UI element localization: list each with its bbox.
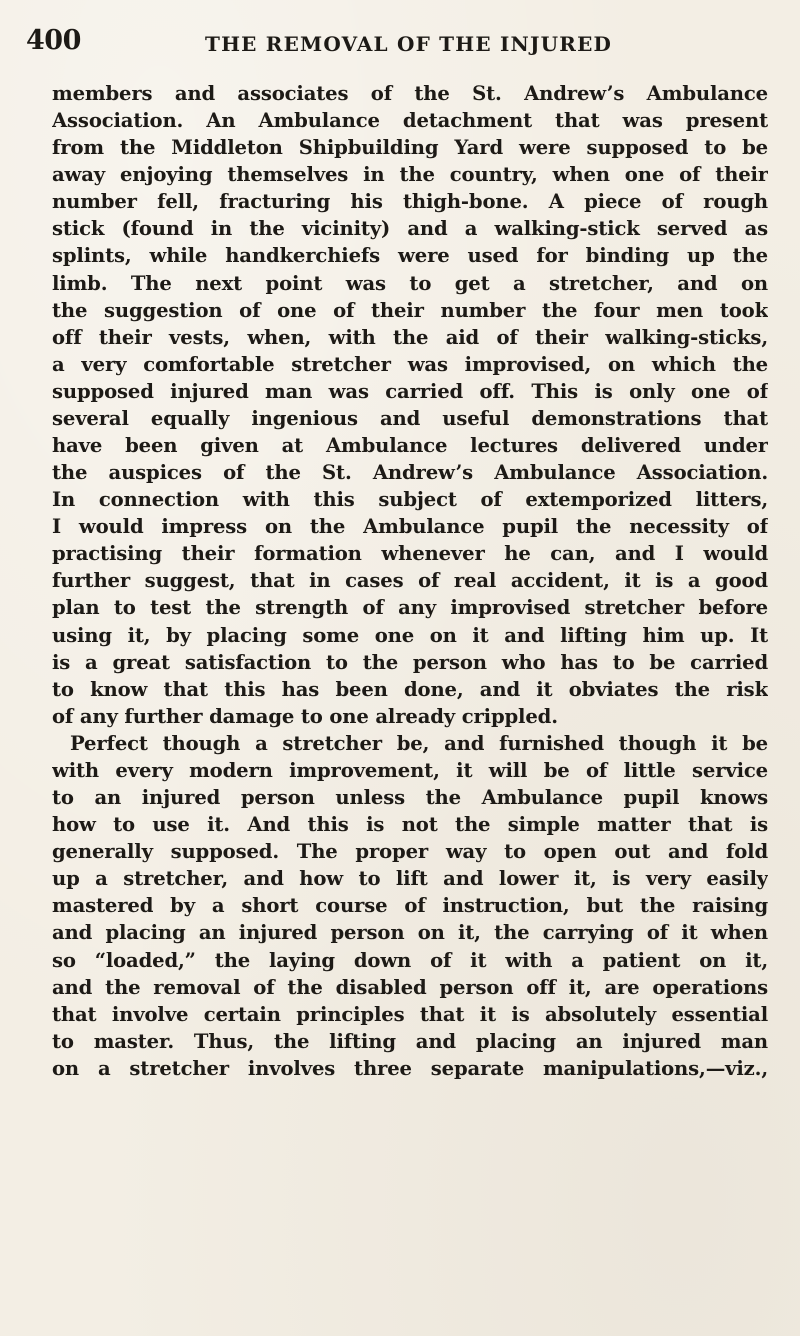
text-line: several equally ingenious and useful demonstrations that: [52, 406, 768, 430]
text-line: members and associates of the St. Andrew’s Ambulance: [52, 82, 768, 105]
text-line: Perfect though a stretcher be, and furnished though it be: [70, 731, 768, 755]
text-line: to know that this has been done, and it obviates the risk: [52, 677, 768, 701]
body-text: [52, 80, 768, 1082]
text-line: splints, while handkerchiefs were used for binding up the: [52, 244, 768, 268]
text-line: practising their formation whenever he can, and I would: [52, 542, 768, 566]
text-line: away enjoying themselves in the country, when one of their: [52, 163, 768, 187]
text-line: the auspices of the St. Andrew’s Ambulance Association.: [52, 461, 768, 485]
text-line: from the Middleton Shipbuilding Yard were supposed to be: [52, 136, 768, 160]
text-line: further suggest, that in cases of real accident, it is a good: [52, 569, 768, 593]
text-line: is a great satisfaction to the person who has to be carried: [52, 650, 768, 674]
page-number: 400: [26, 25, 81, 56]
text-line: In connection with this subject of extemporized litters,: [52, 488, 768, 512]
text-line: with every modern improvement, it will be of little service: [52, 758, 768, 782]
text-line: that involve certain principles that it is absolutely essential: [52, 1002, 768, 1026]
text-line: on a stretcher involves three separate manipulations,—viz.,: [52, 1056, 768, 1080]
text-line: stick (found in the vicinity) and a walking-stick served as: [52, 217, 768, 241]
text-line: of any further damage to one already crippled.: [52, 704, 558, 728]
text-line: number fell, fracturing his thigh-bone. A piece of rough: [52, 190, 768, 214]
text-line: using it, by placing some one on it and lifting him up. It: [52, 623, 768, 647]
text-line: so “loaded,” the laying down of it with a patient on it,: [52, 948, 768, 972]
text-line: the suggestion of one of their number the four men took: [52, 298, 768, 322]
text-line: have been given at Ambulance lectures delivered under: [52, 434, 768, 458]
text-line: and the removal of the disabled person off it, are operations: [52, 975, 768, 999]
text-line: mastered by a short course of instruction, but the raising: [52, 894, 768, 918]
text-line: plan to test the strength of any improvised stretcher before: [52, 596, 768, 620]
running-title: THE REMOVAL OF THE INJURED: [205, 32, 613, 56]
text-line: Association. An Ambulance detachment that was present: [52, 109, 768, 133]
text-line: off their vests, when, with the aid of their walking-sticks,: [52, 325, 768, 349]
text-line: a very comfortable stretcher was improvised, on which the: [52, 352, 768, 376]
text-line: I would impress on the Ambulance pupil the necessity of: [52, 515, 768, 539]
text-line: to master. Thus, the lifting and placing an injured man: [52, 1029, 768, 1053]
text-line: to an injured person unless the Ambulance pupil knows: [52, 786, 768, 810]
text-line: how to use it. And this is not the simple matter that is: [52, 813, 768, 837]
text-line: and placing an injured person on it, the carrying of it when: [52, 921, 768, 945]
page-header: [26, 24, 760, 64]
text-line: generally supposed. The proper way to open out and fold: [52, 840, 768, 864]
text-line: supposed injured man was carried off. This is only one of: [52, 379, 768, 403]
text-line: up a stretcher, and how to lift and lower it, is very easily: [52, 867, 768, 891]
text-line: limb. The next point was to get a stretcher, and on: [52, 271, 768, 295]
